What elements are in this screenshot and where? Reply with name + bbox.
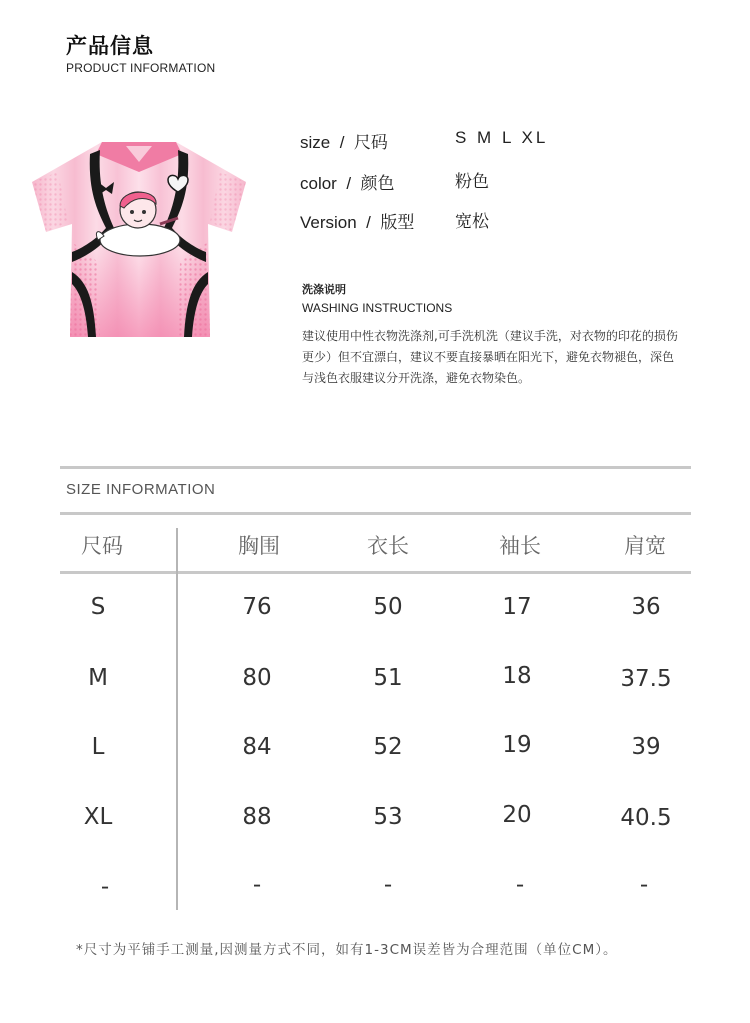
table-cell: 50 <box>373 594 403 620</box>
header-size: 尺码 <box>81 534 123 558</box>
washing-title-en: WASHING INSTRUCTIONS <box>302 301 453 315</box>
header-shoulder: 肩宽 <box>624 534 666 558</box>
table-cell: M <box>88 665 108 691</box>
table-cell: - <box>383 872 393 898</box>
divider-top <box>60 466 691 469</box>
table-cell: 51 <box>373 665 403 691</box>
table-cell: 84 <box>242 734 272 760</box>
page-subtitle: PRODUCT INFORMATION <box>66 61 216 75</box>
table-cell: 40.5 <box>620 805 672 831</box>
table-cell: 20 <box>502 802 532 828</box>
spec-color-label: color / 颜色 <box>300 174 395 193</box>
table-cell: - <box>100 874 110 900</box>
washing-text: 建议使用中性衣物洗涤剂,可手洗机洗（建议手洗，对衣物的印花的损伤更少）但不宜漂白，建议不要直接暴晒在阳光下，避免衣物褪色，深色与浅色衣服建议分开洗涤，避免衣物染色。 <box>302 329 678 385</box>
spec-size-value: S M L XL <box>455 128 549 147</box>
table-cell: - <box>252 872 262 898</box>
pink-jersey-tshirt-icon <box>28 132 250 344</box>
table-cell: 36 <box>631 594 661 620</box>
footnote: *尺寸为平铺手工测量,因测量方式不同，如有1-3CM误差皆为合理范围（单位CM）。 <box>76 942 618 958</box>
header-sleeve: 袖长 <box>499 534 541 558</box>
table-cell: 37.5 <box>620 666 672 692</box>
table-cell: 76 <box>242 594 272 620</box>
table-cell: - <box>515 872 525 898</box>
table-cell: 53 <box>373 804 403 830</box>
table-cell: - <box>639 872 649 898</box>
table-cell: 19 <box>502 732 532 758</box>
table-cell: S <box>90 594 106 620</box>
table-cell: L <box>91 734 105 760</box>
spec-version-label: Version / 版型 <box>300 213 415 232</box>
table-cell: 52 <box>373 734 403 760</box>
washing-title-cn: 洗涤说明 <box>302 283 346 296</box>
spec-size-label: size / 尺码 <box>300 133 388 152</box>
spec-version-value: 宽松 <box>455 212 489 231</box>
table-cell: 39 <box>631 734 661 760</box>
table-cell: 18 <box>502 663 532 689</box>
header-length: 衣长 <box>367 534 409 558</box>
divider-header-top <box>60 512 691 515</box>
table-cell: XL <box>83 804 113 830</box>
header-chest: 胸围 <box>238 534 280 558</box>
divider-header-bottom <box>60 571 691 574</box>
column-separator <box>176 528 178 910</box>
table-cell: 17 <box>502 594 532 620</box>
table-cell: 80 <box>242 665 272 691</box>
size-info-title: SIZE INFORMATION <box>66 481 216 498</box>
table-cell: 88 <box>242 804 272 830</box>
page-title: 产品信息 <box>66 34 154 58</box>
spec-color-value: 粉色 <box>455 172 489 191</box>
